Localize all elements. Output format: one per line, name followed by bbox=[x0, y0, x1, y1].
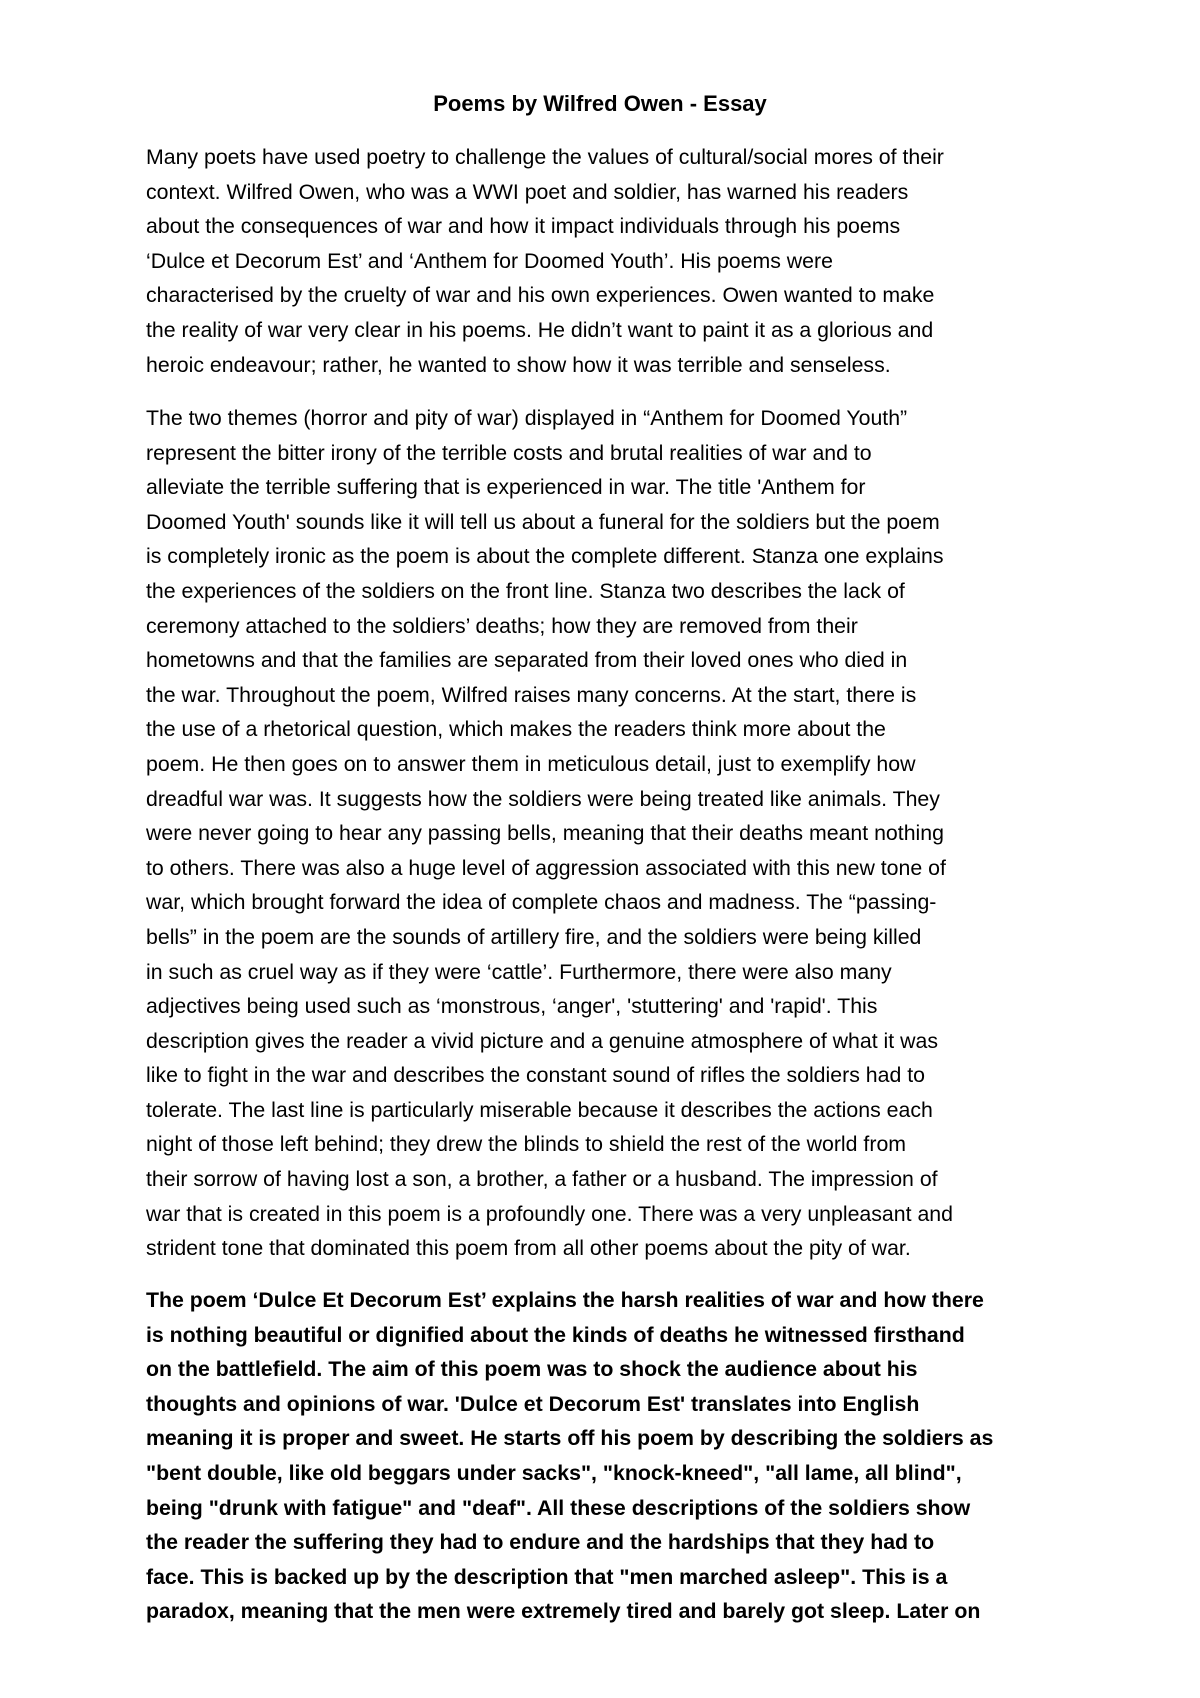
paragraph-line: poem. He then goes on to answer them in meticulous detail, just to exemplify how bbox=[146, 751, 916, 776]
paragraph-line: being "drunk with fatigue" and "deaf". All these descriptions of the soldiers show bbox=[146, 1495, 971, 1520]
paragraph-line: The poem ‘Dulce Et Decorum Est’ explains the harsh realities of war and how there bbox=[146, 1288, 984, 1312]
paragraph-line: Doomed Youth' sounds like it will tell us about a funeral for the soldiers but the poem bbox=[146, 509, 940, 534]
paragraph-line: alleviate the terrible suffering that is experienced in war. The title 'Anthem for bbox=[146, 475, 866, 500]
essay-paragraph-dulce bbox=[146, 1283, 1061, 1629]
paragraph-line: the use of a rhetorical question, which makes the readers think more about the bbox=[146, 717, 886, 742]
paragraph-line: in such as cruel way as if they were ‘cattle’. Furthermore, there were also many bbox=[146, 959, 892, 984]
paragraph-line: is completely ironic as the poem is about the complete different. Stanza one explains bbox=[146, 544, 944, 569]
paragraph-line: their sorrow of having lost a son, a brother, a father or a husband. The impression of bbox=[146, 1167, 938, 1192]
essay-paragraph-anthem bbox=[146, 401, 1061, 1266]
paragraph-line: the war. Throughout the poem, Wilfred raises many concerns. At the start, there is bbox=[146, 682, 917, 707]
paragraph-line: night of those left behind; they drew the blinds to shield the rest of the world from bbox=[146, 1132, 907, 1157]
paragraph-line: heroic endeavour; rather, he wanted to show how it was terrible and senseless. bbox=[146, 352, 891, 377]
paragraph-line: the experiences of the soldiers on the front line. Stanza two describes the lack of bbox=[146, 578, 905, 603]
paragraph-line: adjectives being used such as ‘monstrous, ‘anger', 'stuttering' and 'rapid'. This bbox=[146, 994, 878, 1019]
essay-paragraph-intro bbox=[146, 140, 1061, 382]
paragraph-line: ceremony attached to the soldiers’ deaths; how they are removed from their bbox=[146, 613, 858, 638]
paragraph-line: paradox, meaning that the men were extremely tired and barely got sleep. Later on bbox=[146, 1599, 981, 1624]
essay-title: Poems by Wilfred Owen - Essay bbox=[433, 91, 767, 116]
paragraph-line: like to fight in the war and describes the constant sound of rifles the soldiers had to bbox=[146, 1063, 925, 1088]
paragraph-line: on the battlefield. The aim of this poem was to shock the audience about his bbox=[146, 1357, 918, 1382]
paragraph-line: context. Wilfred Owen, who was a WWI poet and soldier, has warned his readers bbox=[146, 179, 909, 204]
paragraph-line: about the consequences of war and how it impact individuals through his poems bbox=[146, 214, 901, 239]
paragraph-line: hometowns and that the families are separated from their loved ones who died in bbox=[146, 648, 908, 673]
paragraph-line: face. This is backed up by the description that "men marched asleep". This is a bbox=[146, 1564, 948, 1589]
paragraph-line: "bent double, like old beggars under sacks", "knock-kneed", "all lame, all blind", bbox=[146, 1460, 962, 1485]
paragraph-line: represent the bitter irony of the terrible costs and brutal realities of war and to bbox=[146, 440, 872, 465]
paragraph-line: the reality of war very clear in his poems. He didn’t want to paint it as a glorious and bbox=[146, 317, 934, 342]
paragraph-line: description gives the reader a vivid picture and a genuine atmosphere of what it was bbox=[146, 1028, 938, 1053]
paragraph-line: dreadful war was. It suggests how the soldiers were being treated like animals. They bbox=[146, 786, 940, 811]
paragraph-line: strident tone that dominated this poem from all other poems about the pity of war. bbox=[146, 1236, 911, 1261]
paragraph-line: characterised by the cruelty of war and his own experiences. Owen wanted to make bbox=[146, 283, 935, 308]
paragraph-line: war that is created in this poem is a profoundly one. There was a very unpleasant and bbox=[146, 1201, 953, 1226]
paragraph-line: thoughts and opinions of war. 'Dulce et Decorum Est' translates into English bbox=[146, 1391, 920, 1416]
paragraph-line: war, which brought forward the idea of complete chaos and madness. The “passing- bbox=[146, 890, 937, 915]
paragraph-line: is nothing beautiful or dignified about the kinds of deaths he witnessed firsthand bbox=[146, 1322, 965, 1347]
paragraph-line: The two themes (horror and pity of war) displayed in “Anthem for Doomed Youth” bbox=[146, 406, 908, 430]
paragraph-line: to others. There was also a huge level of aggression associated with this new tone of bbox=[146, 855, 946, 880]
paragraph-line: bells” in the poem are the sounds of artillery fire, and the soldiers were being killed bbox=[146, 924, 922, 949]
paragraph-line: Many poets have used poetry to challenge the values of cultural/social mores of their bbox=[146, 145, 944, 169]
paragraph-line: meaning it is proper and sweet. He starts off his poem by describing the soldiers as bbox=[146, 1426, 994, 1451]
paragraph-line: were never going to hear any passing bells, meaning that their deaths meant nothing bbox=[146, 821, 944, 846]
paragraph-line: ‘Dulce et Decorum Est’ and ‘Anthem for Doomed Youth’. His poems were bbox=[146, 248, 833, 273]
paragraph-line: the reader the suffering they had to endure and the hardships that they had to bbox=[146, 1530, 935, 1555]
paragraph-line: tolerate. The last line is particularly miserable because it describes the actions each bbox=[146, 1097, 933, 1122]
